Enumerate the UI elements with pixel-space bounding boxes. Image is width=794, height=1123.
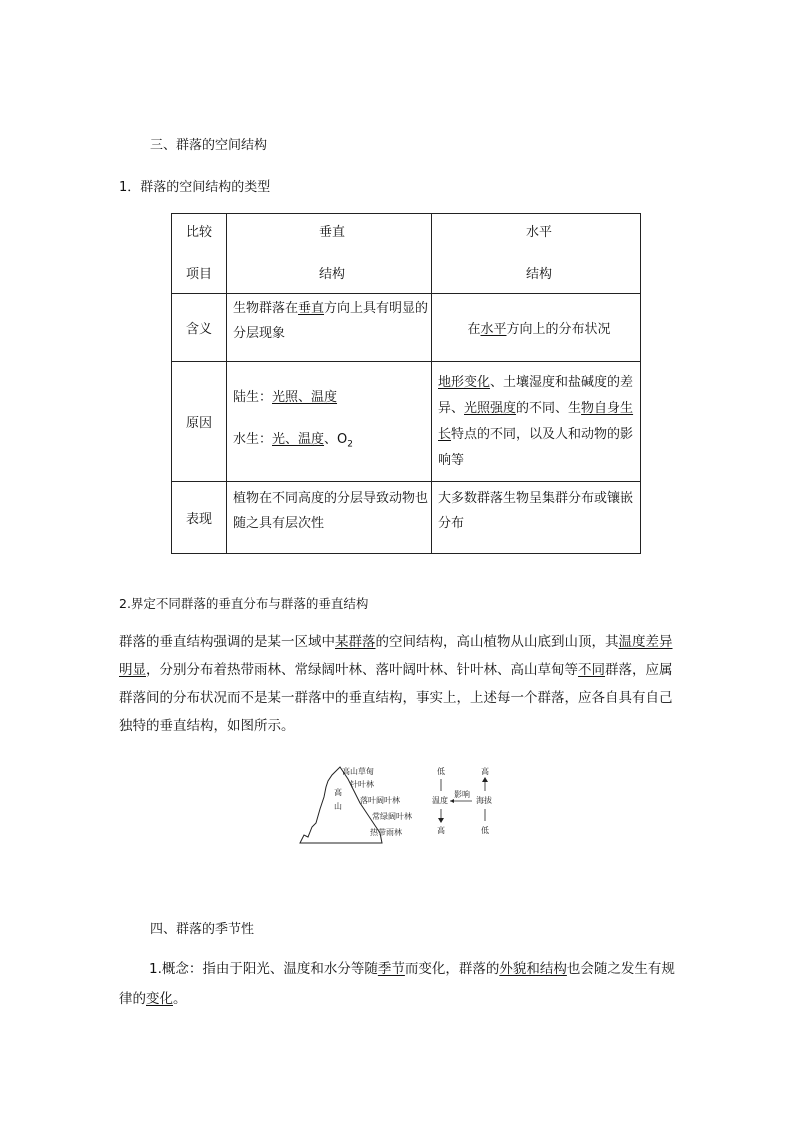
row-cause-horizontal: [432, 362, 641, 482]
temp-low-label: 低: [437, 767, 445, 776]
para-underlined-1: 某群落: [335, 634, 376, 650]
zone-tropical-rainforest: 热带雨林: [370, 828, 402, 837]
cause-land: [233, 388, 431, 408]
meaning-vertical-underlined: 垂直: [298, 301, 325, 316]
header-compare-cell: [172, 214, 227, 294]
table-row-show: [172, 482, 641, 554]
concept-number: 1.概念：: [149, 961, 203, 977]
zone-conifer: 针叶林: [350, 780, 374, 789]
meaning-horizontal-text-2: 方向上的分布状况: [506, 322, 611, 337]
temp-label: 温度: [432, 796, 448, 805]
table-row-cause: [172, 362, 641, 482]
cause-water-o: 、O: [324, 432, 348, 448]
header-compare-line2: 项目: [185, 266, 212, 282]
subsection-2-title: 2.界定不同群落的垂直分布与群落的垂直结构: [119, 596, 369, 611]
table-header-row: [172, 214, 641, 294]
para-text-2: 的空间结构，高山植物从山底到山顶，其: [375, 634, 619, 650]
mountain-label-2: 山: [334, 802, 342, 811]
header-horizontal-cell: [432, 214, 641, 294]
meaning-horizontal-underlined: 水平: [480, 322, 507, 337]
concept-paragraph: [119, 954, 679, 1014]
mountain-zonation-figure: [296, 757, 496, 847]
concept-underlined-3: 变化: [146, 991, 173, 1007]
alt-label: 海拔: [476, 796, 492, 805]
cause-h-text-3: 特点的不同，以及人和动物的影响等: [438, 426, 634, 468]
table-row-meaning: [172, 294, 641, 362]
concept-text-4: 。: [173, 991, 187, 1007]
zone-deciduous-broadleaf: 落叶阔叶林: [360, 796, 400, 805]
concept-text-3: 也会随之发生有规律的: [119, 961, 675, 1007]
concept-text-2: 而变化，群落的: [404, 961, 500, 977]
meaning-vertical-text-2: 方向上具有明显的分层现象: [233, 301, 429, 341]
cause-h-underlined-3: 物自身生长: [438, 400, 634, 442]
header-horizontal-line1: 水平: [525, 224, 552, 240]
section-4-title: 四、群落的季节性: [150, 922, 255, 937]
vertical-structure-paragraph: [119, 628, 679, 740]
para-underlined-2: 温度差异明显: [119, 634, 673, 678]
section-3-title: 三、群落的空间结构: [150, 138, 268, 153]
para-text-4: 群落，应属群落间的分布状况而不是某一群落中的垂直结构，事实上，上述每一个群落，应各自具有自己独特的垂直结构，如图所示。: [119, 662, 673, 734]
cause-h-text-2: 的不同、生: [516, 400, 582, 416]
row-show-label: 表现: [172, 482, 227, 554]
cause-water-subscript: 2: [347, 439, 353, 450]
alt-low-label: 低: [481, 826, 489, 835]
concept-underlined-1: 季节: [377, 961, 405, 977]
row-cause-label: 原因: [172, 362, 227, 482]
header-horizontal-line2: 结构: [525, 266, 552, 282]
para-underlined-3: 不同: [578, 662, 605, 678]
row-show-vertical: 植物在不同高度的分层导致动物也随之具有层次性: [227, 482, 432, 554]
header-compare-line1: 比较: [185, 224, 212, 240]
influence-arrow-head: [450, 799, 454, 803]
mountain-label-1: 高: [334, 788, 342, 797]
cause-land-label: 陆生：: [233, 390, 273, 406]
concept-underlined-2: 外貌和结构: [499, 961, 567, 977]
row-meaning-horizontal: [432, 294, 641, 362]
zone-evergreen-broadleaf: 常绿阔叶林: [372, 812, 412, 821]
subsection-1-title: 1．群落的空间结构的类型: [119, 180, 271, 195]
concept-text-1: 指由于阳光、温度和水分等随: [202, 961, 378, 977]
alt-high-label: 高: [481, 767, 489, 776]
cause-water: [233, 430, 431, 455]
para-text-3: ，分别分布着热带雨林、常绿阔叶林、落叶阔叶林、针叶林、高山草甸等: [146, 662, 578, 678]
alt-arrow-up-head: [482, 777, 488, 782]
row-meaning-label: 含义: [172, 294, 227, 362]
cause-water-label: 水生：: [233, 432, 273, 448]
meaning-vertical-text-1: 生物群落在: [233, 301, 299, 316]
temp-high-label: 高: [437, 826, 445, 835]
cause-water-underlined: 光、温度: [272, 432, 325, 448]
temp-arrow-down-head: [438, 818, 444, 823]
cause-h-text-1: 、土壤湿度和盐碱度的差异、: [438, 374, 634, 416]
row-meaning-vertical: [227, 294, 432, 362]
cause-h-underlined-1: 地形变化: [438, 374, 491, 390]
header-vertical-line1: 垂直: [318, 224, 345, 240]
zone-alpine-meadow: 高山草甸: [342, 767, 374, 776]
row-show-horizontal: 大多数群落生物呈集群分布或镶嵌分布: [432, 482, 641, 554]
influence-label: 影响: [454, 790, 470, 799]
para-text-1: 群落的垂直结构强调的是某一区域中: [119, 634, 335, 650]
meaning-horizontal-text-1: 在: [467, 322, 481, 337]
header-vertical-line2: 结构: [318, 266, 345, 282]
row-cause-vertical: [227, 362, 432, 482]
cause-land-underlined: 光照、温度: [272, 390, 338, 406]
spatial-structure-table: [171, 213, 641, 554]
header-vertical-cell: [227, 214, 432, 294]
cause-h-underlined-2: 光照强度: [464, 400, 517, 416]
